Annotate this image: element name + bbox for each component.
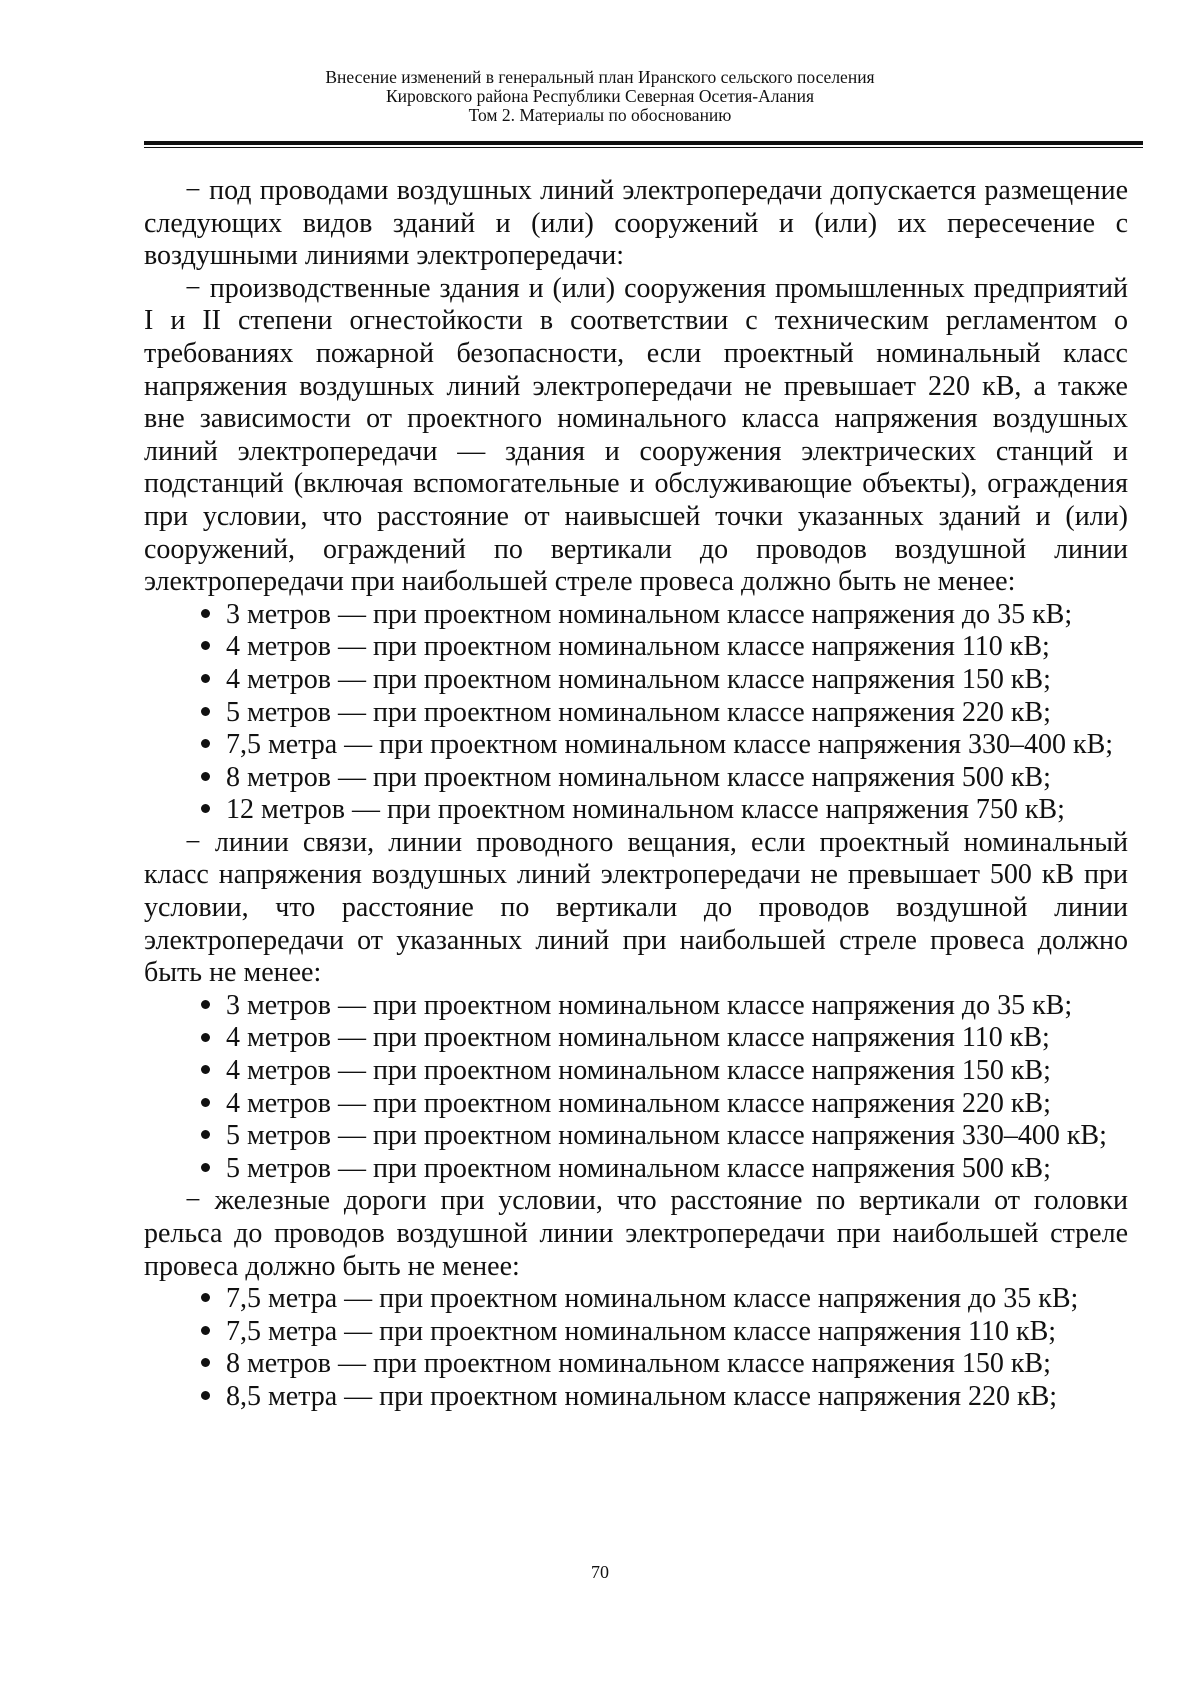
list-item-text: 5 метров — при проектном номинальном классе напряжения 220 кВ; <box>226 696 1051 728</box>
list-item-text: 4 метров — при проектном номинальном классе напряжения 150 кВ; <box>226 663 1051 695</box>
paragraph-industrial-buildings: − производственные здания и (или) сооружения промышленных предприятий I и II степени огнестойкости в соответствии с техническим регламентом о требованиях пожарной безопасности, если проектный номинальный класс напряжения воздушных линий электропередачи не превышает 220 кВ, а также вне зависимости от проектного номинального класса напряжения воздушных линий электропередачи — здания и сооружения электрических станций и подстанций (включая вспомогательные и обслуживающие объекты), ограждения при условии, что расстояние от наивысшей точки указанных зданий и (или) сооружений, ограждений по вертикали до проводов воздушной линии электропередачи при наибольшей стреле провеса должно быть не менее: <box>144 272 1128 598</box>
list-item-text: 7,5 метра — при проектном номинальном классе напряжения 330–400 кВ; <box>226 729 1114 761</box>
list-item-text: 7,5 метра — при проектном номинальном классе напряжения 110 кВ; <box>226 1315 1057 1347</box>
bullet-icon <box>201 1153 226 1186</box>
list-item-text: 4 метров — при проектном номинальном классе напряжения 110 кВ; <box>226 1022 1050 1054</box>
bullet-icon <box>201 631 226 664</box>
bullet-icon <box>201 1055 226 1088</box>
bullet-list-buildings <box>144 599 1128 827</box>
bullet-icon <box>201 1088 226 1121</box>
list-item-text: 4 метров — при проектном номинальном классе напряжения 150 кВ; <box>226 1055 1051 1087</box>
list-item <box>144 1055 1128 1088</box>
list-item <box>144 1153 1128 1186</box>
running-header <box>0 68 1200 125</box>
bullet-icon <box>201 1022 226 1055</box>
bullet-icon <box>201 762 226 795</box>
list-item <box>144 1022 1128 1055</box>
list-item-text: 7,5 метра — при проектном номинальном классе напряжения до 35 кВ; <box>226 1283 1079 1315</box>
header-rule-thick <box>144 141 1143 145</box>
list-item <box>144 1283 1128 1316</box>
list-item-text: 5 метров — при проектном номинальном классе напряжения 500 кВ; <box>226 1152 1051 1184</box>
bullet-icon <box>201 599 226 632</box>
bullet-icon <box>201 1283 226 1316</box>
list-item <box>144 1120 1128 1153</box>
list-item-text: 8,5 метра — при проектном номинальном классе напряжения 220 кВ; <box>226 1380 1058 1412</box>
list-item <box>144 697 1128 730</box>
bullet-icon <box>201 794 226 827</box>
list-item-text: 5 метров — при проектном номинальном классе напряжения 330–400 кВ; <box>226 1120 1107 1152</box>
bullet-list-railways <box>144 1283 1128 1413</box>
list-item-text: 4 метров — при проектном номинальном классе напряжения 220 кВ; <box>226 1087 1051 1119</box>
list-item <box>144 1088 1128 1121</box>
list-item <box>144 631 1128 664</box>
bullet-icon <box>201 1348 226 1381</box>
list-item <box>144 1381 1128 1414</box>
header-rule-thin <box>144 147 1143 148</box>
list-item <box>144 1316 1128 1349</box>
header-line-region: Кировского района Республики Северная Осетия-Алания <box>385 86 815 106</box>
bullet-list-communication <box>144 990 1128 1186</box>
list-item-text: 8 метров — при проектном номинальном классе напряжения 500 кВ; <box>226 761 1051 793</box>
list-item-text: 3 метров — при проектном номинальном классе напряжения до 35 кВ; <box>226 989 1073 1021</box>
bullet-icon <box>201 729 226 762</box>
paragraph-communication-lines: − линии связи, линии проводного вещания, если проектный номинальный класс напряжения воздушных линий электропередачи не превышает 500 кВ при условии, что расстояние по вертикали до проводов воздушной линии электропередачи от указанных линий при наибольшей стреле провеса должно быть не менее: <box>144 826 1128 989</box>
list-item <box>144 599 1128 632</box>
bullet-icon <box>201 697 226 730</box>
list-item-text: 4 метров — при проектном номинальном классе напряжения 110 кВ; <box>226 631 1050 663</box>
page-number: 70 <box>591 1562 609 1582</box>
list-item <box>144 794 1128 827</box>
bullet-icon <box>201 1316 226 1349</box>
bullet-icon <box>201 664 226 697</box>
bullet-icon <box>201 1381 226 1414</box>
bullet-icon <box>201 1120 226 1153</box>
list-item <box>144 664 1128 697</box>
header-line-volume: Том 2. Материалы по обоснованию <box>468 105 732 125</box>
paragraph-overhead-lines-intro: − под проводами воздушных линий электропередачи допускается размещение следующих видов зданий и (или) сооружений и (или) их пересечение с воздушными линиями электропередачи: <box>144 175 1128 272</box>
list-item <box>144 990 1128 1023</box>
header-line-title: Внесение изменений в генеральный план Иранского сельского поселения <box>325 67 875 87</box>
document-body <box>144 175 1128 1414</box>
paragraph-railways: − железные дороги при условии, что расстояние по вертикали от головки рельса до проводов воздушной линии электропередачи при наибольшей стреле провеса должно быть не менее: <box>144 1185 1128 1282</box>
list-item <box>144 1348 1128 1381</box>
list-item-text: 8 метров — при проектном номинальном классе напряжения 150 кВ; <box>226 1348 1051 1380</box>
bullet-icon <box>201 990 226 1023</box>
list-item <box>144 729 1128 762</box>
list-item <box>144 762 1128 795</box>
list-item-text: 3 метров — при проектном номинальном классе напряжения до 35 кВ; <box>226 598 1073 630</box>
list-item-text: 12 метров — при проектном номинальном классе напряжения 750 кВ; <box>226 794 1065 826</box>
